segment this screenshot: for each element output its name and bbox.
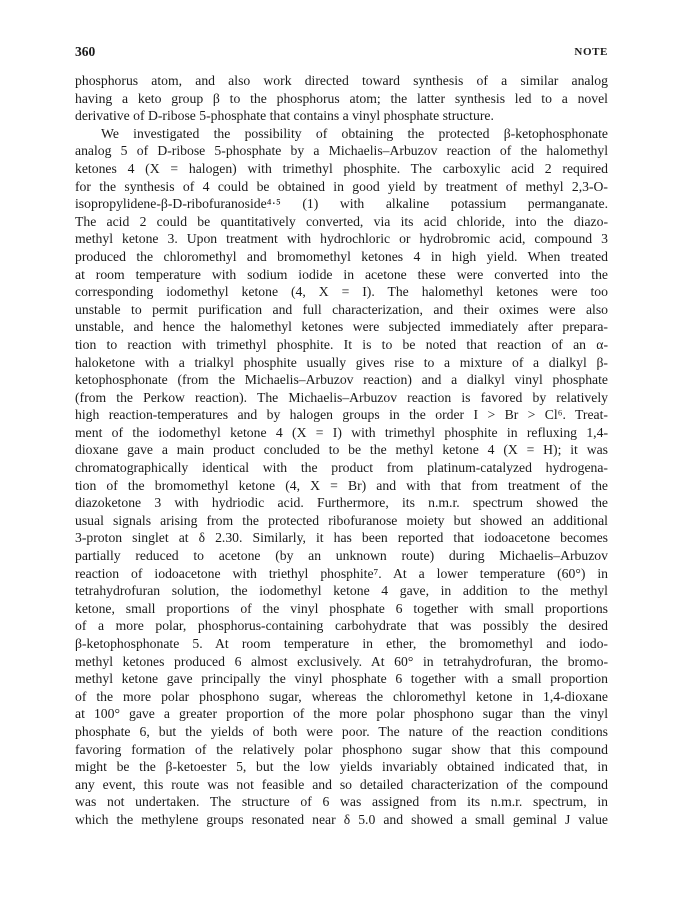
text-line: reaction of iodoacetone with triethyl phosphite⁷. At a lower temperature (60°) in — [75, 565, 608, 581]
text-line: isopropylidene-β-D-ribofuranoside⁴·⁵ (1) with alkaline potassium permanganate. — [75, 196, 608, 212]
text-line: favoring formation of the relatively polar phosphono sugar show that this compound — [75, 741, 608, 757]
text-line: ment of the iodomethyl ketone 4 (X = I) with trimethyl phosphite in refluxing 1,4- — [75, 424, 608, 440]
text-line: partially reduced to acetone (by an unknown route) during Michaelis–Arbuzov — [75, 548, 608, 564]
text-line: having a keto group β to the phosphorus atom; the latter synthesis led to a novel — [75, 90, 608, 106]
text-line: at 100° gave a greater proportion of the more polar phosphono sugar than the vinyl — [75, 706, 608, 722]
text-line: haloketone with a trialkyl phosphite usually gives rise to a mixture of a dialkyl β- — [75, 354, 608, 370]
text-line: tion of the bromomethyl ketone (4, X = Br) and with that from treatment of the — [75, 477, 608, 493]
text-line: unstable, and hence the halomethyl ketones were subjected immediately after prepara- — [75, 319, 608, 335]
running-head: NOTE — [574, 46, 608, 58]
text-line: derivative of D-ribose 5-phosphate that contains a vinyl phosphate structure. — [75, 108, 494, 124]
text-line: The acid 2 could be quantitatively converted, via its acid chloride, into the diazo- — [75, 213, 608, 229]
text-line: phosphorus atom, and also work directed toward synthesis of a similar analog — [75, 73, 608, 88]
text-line: β-ketophosphonate 5. At room temperature in ether, the bromomethyl and iodo- — [75, 636, 608, 651]
text-line: was not undertaken. The structure of 6 was assigned from its n.m.r. spectrum, in — [75, 794, 608, 810]
text-line: methyl ketone gave principally the vinyl phosphate 6 together with a small proportion — [75, 671, 608, 687]
text-line: ketones 4 (X = halogen) with trimethyl phosphite. The carboxylic acid 2 required — [75, 160, 608, 176]
text-line: diazoketone 3 with hydriodic acid. Furthermore, its n.m.r. spectrum showed the — [75, 495, 608, 511]
text-line: unstable to permit purification and full characterization, and their oximes were also — [75, 301, 608, 317]
page-header — [75, 44, 608, 64]
text-line: chromatographically identical with the product from platinum-catalyzed hydrogena- — [75, 460, 608, 476]
text-line: might be the β-ketoester 5, but the low yields invariably obtained indicated that, in — [75, 759, 608, 775]
text-line: analog 5 of D-ribose 5-phosphate by a Michaelis–Arbuzov reaction of the halomethyl — [75, 143, 608, 159]
text-line: ketone, small proportions of the vinyl phosphate 6 together with small proportions — [75, 600, 608, 616]
text-line: produced the chloromethyl and bromomethyl ketones 4 in high yield. When treated — [75, 248, 608, 264]
text-line: any event, this route was not feasible and so detailed characterization of the compound — [75, 776, 608, 792]
text-line: methyl ketones produced 6 almost exclusively. At 60° in tetrahydrofuran, the bromo- — [75, 653, 608, 669]
text-line: at room temperature with sodium iodide in acetone these were converted into the — [75, 266, 608, 282]
body-text — [75, 72, 608, 829]
text-line: dioxane gave a main product concluded to be the methyl ketone 4 (X = H); it was — [75, 442, 608, 458]
text-line: corresponding iodomethyl ketone (4, X = I). The halomethyl ketones were too — [75, 284, 608, 300]
text-line: ketophosphonate (from the Michaelis–Arbuzov reaction) and a dialkyl vinyl phosphate — [75, 372, 608, 388]
text-line: We investigated the possibility of obtaining the protected β-ketophosphonate — [101, 125, 608, 141]
page-number: 360 — [75, 44, 96, 59]
text-line: phosphate 6, but the yields of both were poor. The nature of the reaction conditions — [75, 723, 608, 739]
text-line: high reaction-temperatures and by halogen groups in the order I > Br > Cl⁶. Treat- — [75, 407, 608, 423]
text-line: of a more polar, phosphorus-containing carbohydrate that was possibly the desired — [75, 618, 608, 634]
text-line: for the synthesis of 4 could be obtained in good yield by treatment of methyl 2,3-O- — [75, 178, 608, 194]
text-line: which the methylene groups resonated near δ 5.0 and showed a small geminal J value — [75, 811, 608, 827]
text-line: tetrahydrofuran solution, the iodomethyl ketone 4 gave, in addition to the methyl — [75, 583, 608, 599]
text-line: of the more polar phosphono sugar, whereas the chloromethyl ketone in 1,4-dioxane — [75, 688, 608, 704]
text-line: 3-proton singlet at δ 2.30. Similarly, it has been reported that iodoacetone becomes — [75, 530, 608, 546]
text-line: usual signals arising from the protected ribofuranose moiety but showed an additional — [75, 512, 608, 528]
text-line: (from the Perkow reaction). The Michaelis–Arbuzov reaction is favored by relatively — [75, 389, 608, 405]
text-line: methyl ketone 3. Upon treatment with hydrochloric or hydrobromic acid, compound 3 — [75, 231, 608, 247]
text-line: tion to reaction with trimethyl phosphite. It is to be noted that reaction of an α- — [75, 336, 608, 352]
